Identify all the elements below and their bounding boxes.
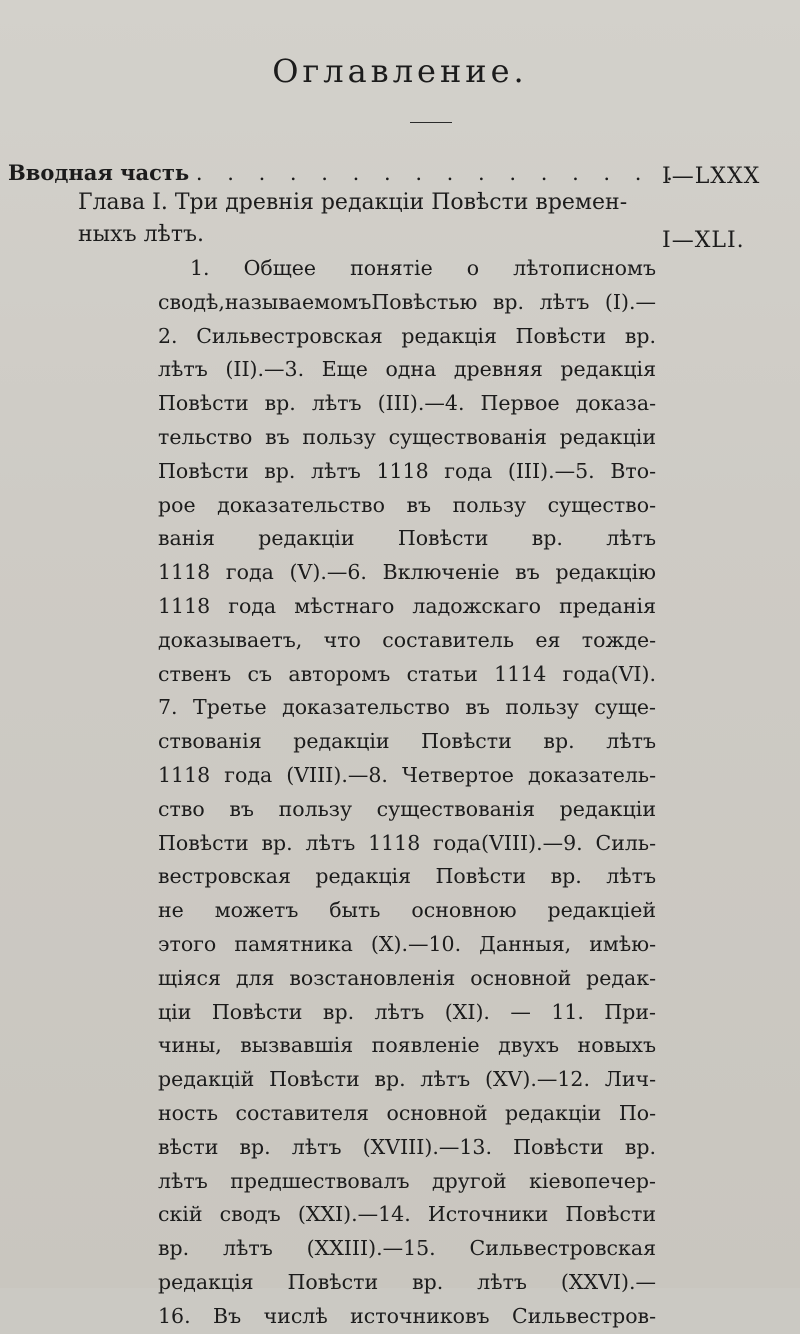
leader-dots: . . . . . . . . . . . . . . . . xyxy=(195,161,682,185)
summary-line: лѣтъ предшествовалъ другой кіевопечер- xyxy=(158,1168,656,1193)
summary-line: рое доказательство въ пользу существо- xyxy=(158,492,656,517)
intro-page-range: I—LXXX xyxy=(662,164,761,189)
summary-line: вѣсти вр. лѣтъ (XVIII).—13. Повѣсти вр. xyxy=(158,1134,656,1159)
summary-line: 1118 года (VIII).—8. Четвертое доказатель- xyxy=(158,762,656,787)
summary-line: скій сводъ (XXI).—14. Источники Повѣсти xyxy=(158,1202,656,1227)
title-divider xyxy=(410,122,452,123)
toc-entry-intro xyxy=(8,160,682,185)
summary-line: тельство въ пользу существованія редакціи xyxy=(158,424,656,449)
summary-line: ственъ съ авторомъ статьи 1114 года(VI). xyxy=(158,661,656,686)
summary-line: 1118 года мѣстнаго ладожскаго преданія xyxy=(158,593,656,618)
summary-line: 1118 года (V).—6. Включеніе въ редакцію xyxy=(158,560,656,585)
intro-label: Вводная часть xyxy=(8,160,190,185)
chapter1-summary xyxy=(158,252,656,1334)
summary-line: 2. Сильвестровская редакція Повѣсти вр. xyxy=(158,323,656,348)
summary-line: не можетъ быть основною редакціей xyxy=(158,898,656,923)
page-title: Оглавление. xyxy=(272,52,528,90)
summary-line: 7. Третье доказательство въ пользу суще- xyxy=(158,695,656,720)
summary-line: вр. лѣтъ (XXIII).—15. Сильвестровская xyxy=(158,1236,656,1261)
chapter1-title-line1: Глава I. Три древнія редакціи Повѣсти времен- xyxy=(78,190,628,215)
summary-line: сводѣ,называемомъПовѣстью вр. лѣтъ (I).— xyxy=(158,289,656,314)
summary-line: чины, вызвавшія появленіе двухъ новыхъ xyxy=(158,1033,656,1058)
summary-line: щіяся для возстановленія основной редак- xyxy=(158,965,656,990)
summary-line: 16. Въ числѣ источниковъ Сильвестров- xyxy=(158,1303,656,1328)
summary-line: Повѣсти вр. лѣтъ (III).—4. Первое доказа- xyxy=(158,391,656,416)
summary-line: лѣтъ (II).—3. Еще одна древняя редакція xyxy=(158,357,656,382)
chapter1-page-range: I—XLI. xyxy=(662,228,745,253)
summary-line: редакцій Повѣсти вр. лѣтъ (XV).—12. Лич- xyxy=(158,1067,656,1092)
summary-line: вестровская редакція Повѣсти вр. лѣтъ xyxy=(158,864,656,889)
summary-line: ство въ пользу существованія редакціи xyxy=(158,796,656,821)
summary-line: Повѣсти вр. лѣтъ 1118 года (III).—5. Вто- xyxy=(158,458,656,483)
summary-line: 1. Общее понятіе о лѣтописномъ xyxy=(190,256,656,280)
summary-line: ствованія редакціи Повѣсти вр. лѣтъ xyxy=(158,729,656,754)
summary-line: ванія редакціи Повѣсти вр. лѣтъ xyxy=(158,526,656,551)
summary-line: доказываетъ, что составитель ея тожде- xyxy=(158,627,656,652)
summary-line: редакція Повѣсти вр. лѣтъ (XXVI).— xyxy=(158,1269,656,1294)
summary-line: ность составителя основной редакціи По- xyxy=(158,1100,656,1125)
chapter1-title-line2: ныхъ лѣтъ. xyxy=(78,222,204,247)
summary-line: Повѣсти вр. лѣтъ 1118 года(VIII).—9. Силь- xyxy=(158,830,656,855)
summary-line: ціи Повѣсти вр. лѣтъ (XI). — 11. При- xyxy=(158,999,656,1024)
summary-line: этого памятника (X).—10. Данныя, имѣю- xyxy=(158,931,656,956)
